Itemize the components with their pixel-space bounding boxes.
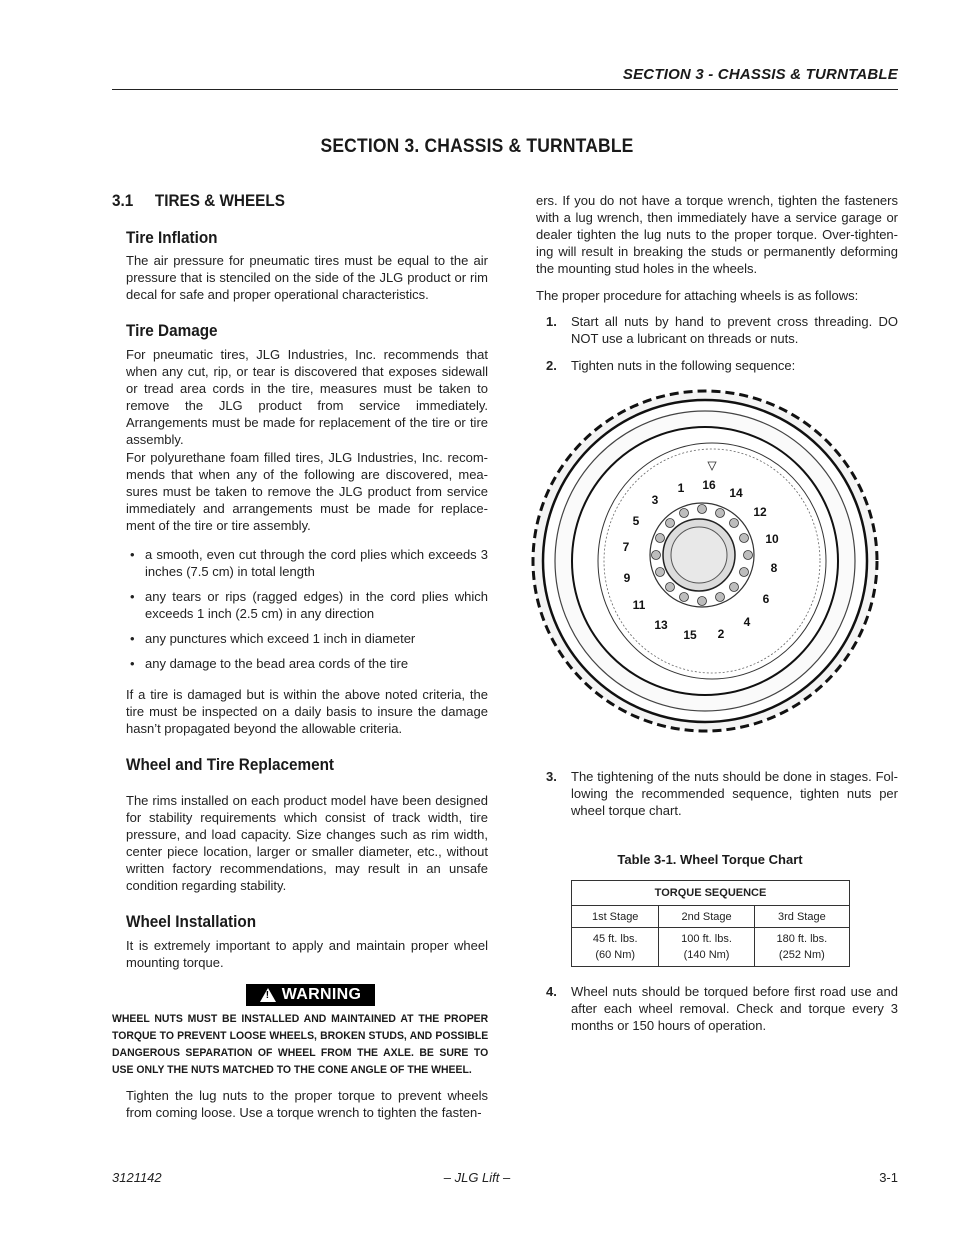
stage-header: 3rd Stage	[754, 906, 849, 928]
footer-center: – JLG Lift –	[443, 1170, 511, 1185]
sequence-label: 2	[717, 627, 725, 641]
list-item: • any damage to the bead area cords of the tire	[130, 656, 409, 671]
warning-badge	[246, 984, 375, 1006]
list-item: • any tears or rips (ragged edges) in the cord plies which exceeds 1 inch (2.5 cm) in any direction	[130, 589, 488, 621]
step-3: 3. The tightening of the nuts should be done in stages. Fol-lowing the recommended sequence, tighten nuts per wheel torque chart.	[546, 769, 898, 818]
header-rule	[112, 89, 898, 90]
wheel-installation-heading: Wheel Installation	[126, 912, 257, 931]
table-header: TORQUE SEQUENCE	[572, 881, 850, 906]
wheel-nut-sequence-figure	[527, 385, 879, 735]
tire-inflation-text: The air pressure for pneumatic tires must be equal to the air pressure that is stenciled on the side of the JLG product or rim decal for safe and proper operational characteristics.	[126, 253, 488, 302]
bullet-icon: •	[130, 631, 135, 646]
sequence-label: 8	[770, 561, 778, 575]
wheel-installation-text: It is extremely important to apply and maintain proper wheel mounting torque.	[126, 938, 488, 970]
list-item: • a smooth, even cut through the cord plies which exceeds 3 inches (7.5 cm) in total length	[130, 547, 488, 579]
tire-damage-paragraph-1: For pneumatic tires, JLG Industries, Inc. recommends that when any cut, rip, or tear is discovered that exposes sidewall or tread area cords in the tire, measures must be taken to remove the JLG product from service immediately. Arrangements must be made for replacement of the tire or tire assembly.	[126, 347, 488, 447]
tire-damage-paragraph-3: If a tire is damaged but is within the above noted criteria, the tire must be inspected on a daily basis to insure the damage hasn’t propagated beyond the allowable criteria.	[126, 687, 488, 736]
tire-damage-heading: Tire Damage	[126, 321, 218, 340]
sequence-label: 10	[765, 532, 779, 546]
warning-text: WHEEL NUTS MUST BE INSTALLED AND MAINTAINED AT THE PROPER TORQUE TO PREVENT LOOSE WHEELS, BROKEN STUDS, AND POSSIBLE DANGEROUS SEPARATION OF WHEEL FROM THE AXLE. BE SURE TO USE ONLY THE NUTS MATCHED TO THE CONE ANGLE OF THE WHEEL.	[112, 1013, 489, 1076]
wheel-torque-table	[571, 880, 850, 967]
step-1: 1. Start all nuts by hand to prevent cross threading. DO NOT use a lubricant on threads or nuts.	[546, 314, 898, 346]
sequence-label: 7	[622, 540, 630, 554]
bullet-icon: •	[130, 589, 135, 604]
sequence-label: 9	[623, 571, 631, 585]
stage-header: 1st Stage	[572, 906, 659, 928]
doc-number: 3121142	[112, 1170, 162, 1185]
sequence-label: 11	[632, 598, 646, 612]
sequence-label: 13	[654, 618, 668, 632]
sequence-label: 15	[683, 628, 697, 642]
warning-triangle-icon: !	[260, 988, 276, 1002]
table-row	[572, 928, 850, 967]
table-row	[572, 906, 850, 928]
stage-header: 2nd Stage	[659, 906, 754, 928]
sequence-label: 6	[762, 592, 770, 606]
subsection-heading	[112, 191, 285, 211]
tire-damage-paragraph-2: For polyurethane foam filled tires, JLG Industries, Inc. recom-mends that when any of the following are discovered, mea-sures must be taken to remove the JLG product from service immediately and arrangements must be made for replace-ment of the tire or tire assembly.	[126, 450, 488, 533]
warning-label: WARNING	[281, 986, 362, 1003]
subsection-title: TIRES & WHEELS	[154, 191, 285, 210]
running-head: SECTION 3 - CHASSIS & TURNTABLE	[622, 66, 898, 83]
damage-criteria-list	[126, 546, 488, 680]
sequence-label: 3	[651, 493, 659, 507]
bullet-icon: •	[130, 656, 135, 671]
sequence-label: 12	[753, 505, 767, 519]
wheel-replacement-heading: Wheel and Tire Replacement	[126, 755, 335, 774]
sequence-label: 5	[632, 514, 640, 528]
sequence-label: 16	[702, 478, 716, 492]
sequence-label: 1	[677, 481, 685, 495]
torque-value: 45 ft. lbs. (60 Nm)	[572, 928, 659, 967]
step-4: 4. Wheel nuts should be torqued before first road use and after each wheel removal. Check and torque every 3 months or 150 hours of operation.	[546, 984, 898, 1033]
subsection-number: 3.1	[112, 191, 134, 210]
tighten-lug-nuts-text: Tighten the lug nuts to the proper torque to prevent wheels from coming loose. Use a torque wrench to tighten the fasten-	[126, 1088, 488, 1120]
tire-inflation-heading: Tire Inflation	[126, 228, 218, 247]
tighten-lug-nuts-continued: ers. If you do not have a torque wrench, tighten the fasteners with a lug wrench, then immediately have a service garage or dealer tighten the lug nuts to the proper torque. Over-tighten-ing will result in breaking the studs or permanently deforming the mounting stud holes in the wheels.	[536, 193, 898, 276]
bullet-icon: •	[130, 547, 135, 562]
sequence-label: 14	[729, 486, 743, 500]
section-title: SECTION 3. CHASSIS & TURNTABLE	[320, 136, 634, 157]
sequence-label: 4	[743, 615, 751, 629]
table-caption: Table 3-1. Wheel Torque Chart	[617, 852, 803, 867]
list-item: • any punctures which exceed 1 inch in diameter	[130, 631, 416, 646]
procedure-intro: The proper procedure for attaching wheels is as follows:	[536, 288, 859, 303]
torque-value: 180 ft. lbs. (252 Nm)	[754, 928, 849, 967]
torque-value: 100 ft. lbs. (140 Nm)	[659, 928, 754, 967]
wheel-replacement-text: The rims installed on each product model have been designed for stability requirements which consist of track width, tire pressure, and load capacity. Size changes such as rim width, center piece location, larger or smaller diameter, etc., without written factory recommendations, may result in an unsafe condition regarding stability.	[126, 793, 488, 893]
page-number: 3-1	[879, 1170, 898, 1185]
step-2: 2. Tighten nuts in the following sequence:	[546, 358, 796, 373]
